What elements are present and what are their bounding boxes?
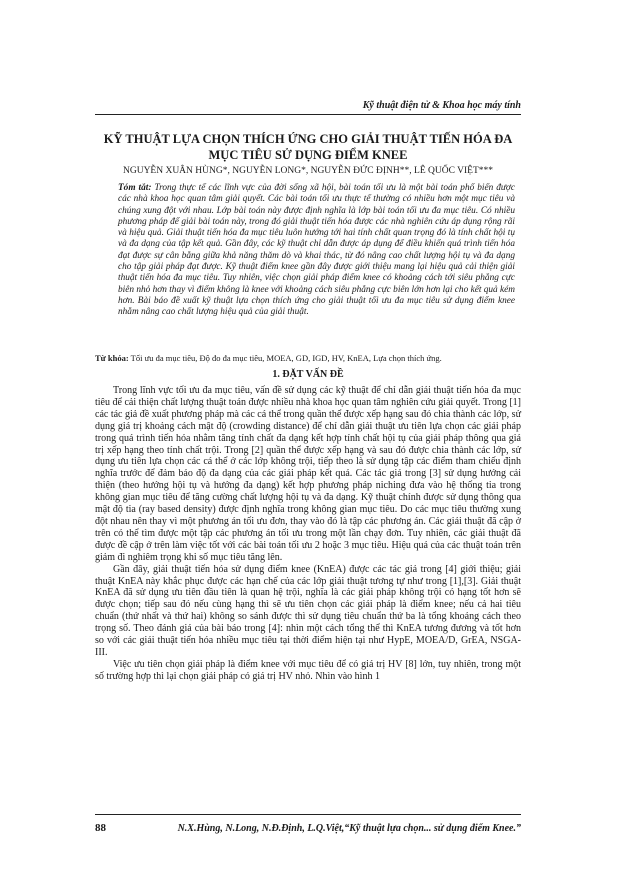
body-paragraph: Trong lĩnh vực tối ưu đa mục tiêu, vấn đề sử dụng các kỹ thuật để chỉ dẫn giải thuật tiến hóa đa mục tiêu để cải thiện chất lượng thuật toán được nhiều nhà khoa học quan tâm nghiên cứu giải quyết. Trong [1] các tác giả đề xuất phương pháp mà các cá thể trong quần thể được xếp hạng sau đó chia thành các lớp, sử dụng giá trị khoảng cách mật độ (crowding distance) để chỉ dẫn giải thuật ưu tiên lựa chọn các giải pháp trong quá trình tiến hóa nhằm tăng tính chất đa dạng kết hợp tính chất hội tụ của giải pháp thông qua giá trị xếp hạng theo tính chất trội. Trong [2] quần thể được xếp hạng và sau đó được chia thành các lớp, sử dụng ưu tiên lựa chọn các cá thể ở các lớp không trội, tiếp theo là sử dụng tập các điểm tham chiếu định nghĩa trước để đảm bảo độ đa dạng của các giải pháp kết quả. Các tác giả trong [3] sử dụng hướng cải thiện (theo hướng hội tụ và hướng đa dạng) kết hợp phương pháp niching đưa vào hệ thống tia trong không gian mục tiêu để tăng cường chất lượng hội tụ và đa dạng. Kỹ thuật chính được sử dụng thông qua mật độ tia (ray based density) được định nghĩa trong không gian mục tiêu. Do các mục tiêu thường xung đột nhau nên thay vì một phương án tối ưu đơn, thay vào đó là tập các phương án. Các giải thuật đã cập ở trên có thể tìm được một tập các phương án tối ưu trong một lần chạy đơn. Tuy nhiên, các giải thuật đã được đề cập ở trên làm việc tốt với các bài toán tối ưu 2 hoặc 3 mục tiêu. Hiệu quả của các thuật toán trên giảm đi nghiêm trọng khi số mục tiêu tăng lên. — [95, 385, 521, 563]
keywords — [95, 353, 521, 364]
abstract-label: Tóm tắt: — [118, 183, 152, 193]
footer-citation: N.X.Hùng, N.Long, N.Đ.Định, L.Q.Việt,“Kỹ thuật lựa chọn... sử dụng điểm Knee.” — [177, 823, 521, 834]
article-authors: NGUYỄN XUÂN HÙNG*, NGUYỄN LONG*, NGUYỄN ĐỨC ĐỊNH**, LÊ QUỐC VIỆT*** — [122, 166, 493, 176]
keywords-text: Tối ưu đa mục tiêu, Độ đo đa mục tiêu, MOEA, GD, IGD, HV, KnEA, Lựa chọn thích ứng. — [130, 353, 442, 363]
article-body — [95, 385, 521, 683]
body-paragraph: Việc ưu tiên chọn giải pháp là điểm knee với mục tiêu để có giá trị HV [8] lớn, tuy nhiên, trong một số trường hợp thì lại chọn giải pháp có giá trị HV nhỏ. Nhìn vào hình 1 — [95, 658, 521, 682]
article-title: KỸ THUẬT LỰA CHỌN THÍCH ỨNG CHO GIẢI THUẬT TIẾN HÓA ĐA MỤC TIÊU SỬ DỤNG ĐIỂM KNEE — [103, 132, 513, 162]
keywords-label: Từ khóa: — [95, 353, 129, 363]
abstract — [118, 183, 515, 319]
body-paragraph: Gần đây, giải thuật tiến hóa sử dụng điểm knee (KnEA) được các tác giả trong [4] giới thiệu; giải thuật KnEA này khắc phục được các hạn chế của các lớp giải thuật tương tự như trong [1],[3]. Giải thuật KnEA đã sử dụng ưu tiên đầu tiên là quan hệ trội, nghĩa là các giải pháp không trội có hạng tốt hơn sẽ được chọn; tiếp sau đó nếu cùng hạng thì sẽ ưu tiên chọn các giải pháp là điểm knee; nếu cả hai tiêu chuẩn (thứ nhất và thứ hai) không so sánh được thì sử dụng tiêu chuẩn thứ ba là tổng khoảng cách theo trọng số. Theo đánh giá của bài báo trong [4]: nhìn một cách tổng thể thì KnEA tương đương và tốt hơn so với các giải thuật tiến hóa nhiều mục tiêu tại thời điểm hiện tại như HypE, MOEA/D, GrEA, NSGA-III. — [95, 563, 521, 658]
page-number: 88 — [95, 822, 106, 834]
header-rule — [95, 114, 521, 115]
section-title: 1. ĐẶT VẤN ĐỀ — [272, 369, 344, 380]
abstract-text: Trong thực tế các lĩnh vực của đời sống xã hội, bài toán tối ưu là một bài toán phổ biến được các nhà khoa học quan tâm giải quyết. Các bài toán tối ưu thực tế thường có nhiều hơn một mục tiêu và chúng xung đột với nhau. Lớp bài toán này được định nghĩa là lớp bài toán tối ưu đa mục tiêu. Có nhiều phương pháp để giải bài toán này, trong đó giải thuật tiến hóa được các nhà nghiên cứu áp dụng rộng rãi và hiệu quả. Giải thuật tiến hóa đa mục tiêu luôn hướng tới hai tính chất quan trọng đó là tính chất hội tụ và đa dạng của tập kết quả. Gần đây, các kỹ thuật chỉ dẫn được áp dụng để điều khiển quá trình tiến hóa đạt được sự cân bằng giữa khả năng thăm dò và khai thác, từ đó nâng cao chất lượng hội tụ và đa dạng cho tập giải pháp đạt được. Kỹ thuật điểm knee gần đây được giới thiệu mang lại hiệu quả cải thiện giải thuật tiến hóa đa mục tiêu. Tuy nhiên, việc chọn giải pháp điểm knee có khoảng cách tới siêu phẳng cực biên nhỏ hơn thay vì điểm không là knee với khoảng cách siêu phẳng cực biên lớn hơn lại cho kết quả kém hơn. Bài báo đề xuất kỹ thuật lựa chọn thích ứng cho giải thuật tối ưu đa mục tiêu sử dụng điểm knee nhằm nâng cao chất lượng hiệu quả của giải thuật. — [118, 183, 516, 318]
journal-section-header: Kỹ thuật điện tử & Khoa học máy tính — [362, 100, 521, 111]
footer-rule — [95, 814, 521, 815]
